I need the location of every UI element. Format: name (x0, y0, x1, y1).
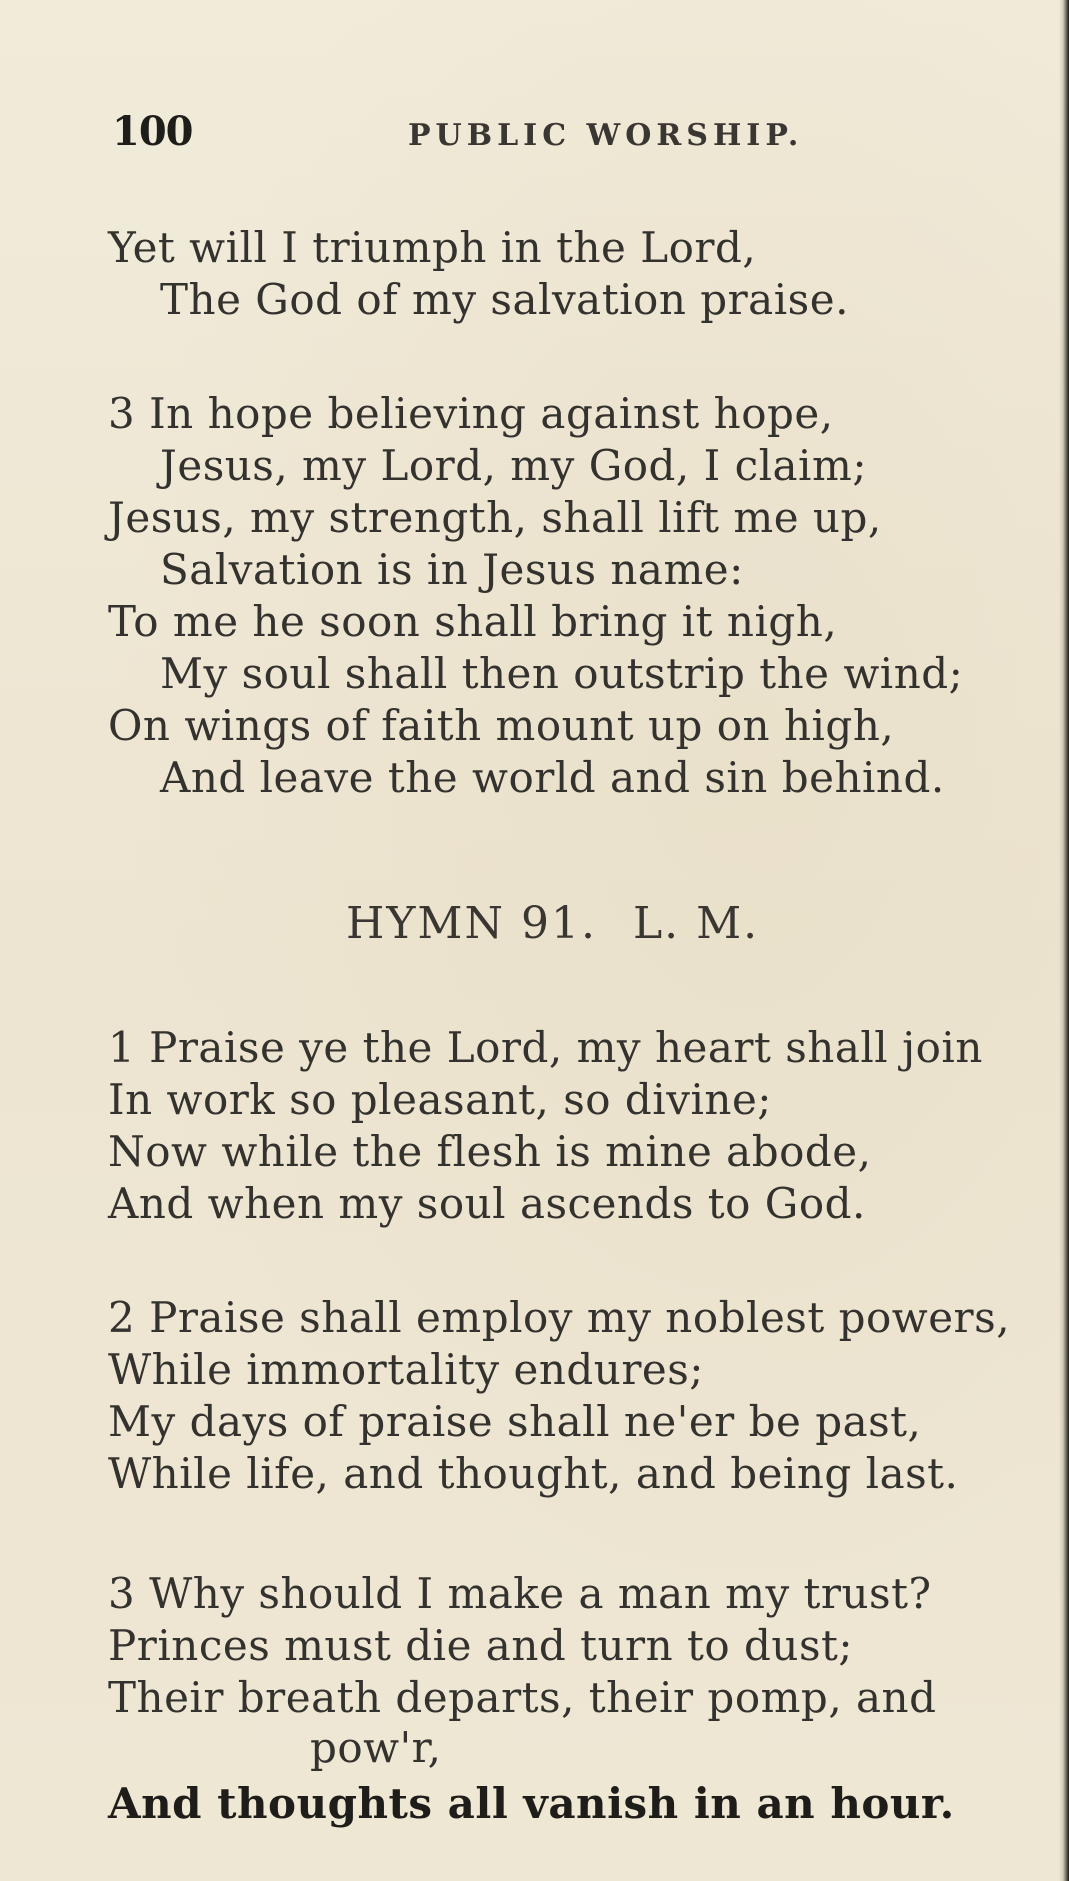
stanza-first-line (108, 1568, 931, 1620)
hymn-number: HYMN 91. (346, 898, 597, 949)
verse-line-text: Praise shall employ my noblest powers, (149, 1293, 1011, 1342)
verse-line: Jesus, my strength, shall lift me up, (108, 493, 882, 542)
verse-line-text: Praise ye the Lord, my heart shall join (149, 1023, 983, 1072)
verse-line-text: In hope believing against hope, (149, 389, 834, 438)
verse-line: The God of my salvation praise. (160, 275, 849, 324)
hymn-meter: L. M. (632, 898, 760, 949)
stanza-number: 1 (108, 1023, 136, 1072)
stanza-first-line (108, 388, 834, 440)
verse-line: Now while the flesh is mine abode, (108, 1127, 872, 1176)
verse-line: My soul shall then outstrip the wind; (160, 649, 964, 698)
verse-line: Jesus, my Lord, my God, I claim; (160, 441, 867, 490)
verse-line: While immortality endures; (108, 1345, 704, 1394)
verse-line: And leave the world and sin behind. (160, 753, 945, 802)
verse-line: To me he soon shall bring it nigh, (108, 597, 838, 646)
verse-line: Salvation is in Jesus name: (160, 545, 744, 594)
verse-line: Their breath departs, their pomp, and (108, 1673, 937, 1722)
verse-line: Yet will I triumph in the Lord, (108, 223, 757, 272)
stanza-first-line (108, 1292, 1010, 1344)
page-edge-shadow (1059, 0, 1069, 1881)
verse-line: While life, and thought, and being last. (108, 1449, 959, 1498)
stanza-number: 2 (108, 1293, 136, 1342)
verse-line-continuation: pow'r, (310, 1723, 442, 1772)
verse-line: In work so pleasant, so divine; (108, 1075, 772, 1124)
hymn-title (346, 898, 759, 949)
stanza-number: 3 (108, 389, 136, 438)
page-number: 100 (112, 108, 193, 155)
running-head: PUBLIC WORSHIP. (408, 118, 804, 153)
verse-line-text: Why should I make a man my trust? (149, 1569, 932, 1618)
page-header (112, 108, 812, 158)
verse-line: Princes must die and turn to dust; (108, 1621, 854, 1670)
stanza-first-line (108, 1022, 983, 1074)
stanza-number: 3 (108, 1569, 136, 1618)
verse-line: And thoughts all vanish in an hour. (108, 1779, 955, 1828)
verse-line: On wings of faith mount up on high, (108, 701, 895, 750)
verse-line: And when my soul ascends to God. (108, 1179, 866, 1228)
verse-line: My days of praise shall ne'er be past, (108, 1397, 922, 1446)
